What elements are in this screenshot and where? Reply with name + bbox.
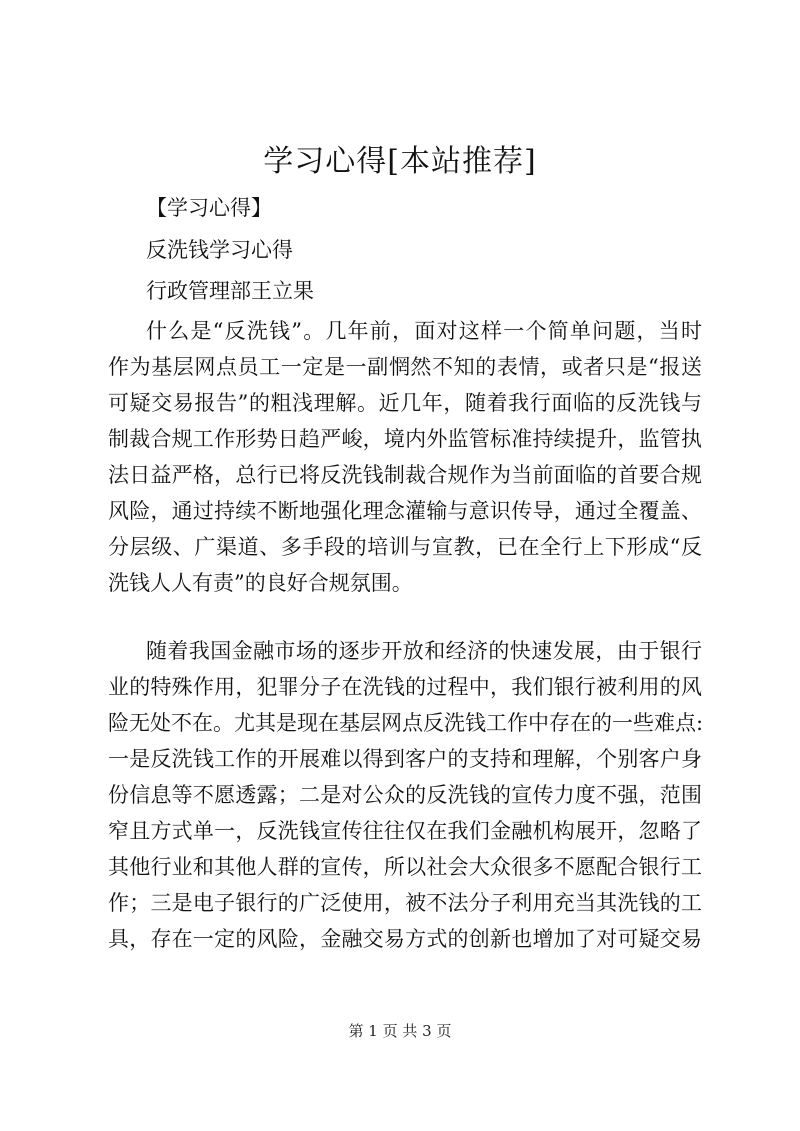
text-line: 制裁合规工作形势日趋严峻，境内外监管标准持续提升，监管执 — [108, 427, 702, 451]
text-line: 洗钱人人有责”的良好合规氛围。 — [108, 571, 413, 595]
text-line: 作；三是电子银行的广泛使用，被不法分子利用充当其洗钱的工 — [108, 891, 702, 915]
paragraph-1 — [108, 313, 702, 601]
page-number-footer: 第 1 页 共 3 页 — [348, 1022, 452, 1040]
page-title: 学习心得[本站推荐] — [263, 144, 537, 179]
document-body-header — [108, 273, 702, 309]
text-line: 分层级、广渠道、多手段的培训与宣教，已在全行上下形成“反 — [108, 535, 702, 559]
text-line: 份信息等不愿透露；二是对公众的反洗钱的宣传力度不强，范围 — [108, 783, 702, 807]
text-line: 【学习心得】 — [146, 196, 272, 220]
text-line: 可疑交易报告”的粗浅理解。近几年，随着我行面临的反洗钱与 — [108, 391, 702, 415]
text-line: 一是反洗钱工作的开展难以得到客户的支持和理解，个别客户身 — [108, 747, 702, 771]
text-line: 随着我国金融市场的逐步开放和经济的快速发展，由于银行 — [146, 639, 702, 663]
document-body-header — [108, 232, 702, 268]
text-line: 业的特殊作用，犯罪分子在洗钱的过程中，我们银行被利用的风 — [108, 675, 702, 699]
text-line: 窄且方式单一，反洗钱宣传往往仅在我们金融机构展开，忽略了 — [108, 819, 702, 843]
text-line: 作为基层网点员工一定是一副惘然不知的表情，或者只是“报送 — [108, 355, 702, 379]
text-line: 反洗钱学习心得 — [146, 238, 293, 262]
paragraph-2 — [108, 633, 702, 957]
text-line: 风险，通过持续不断地强化理念灌输与意识传导，通过全覆盖、 — [108, 499, 702, 523]
text-line: 法日益严格，总行已将反洗钱制裁合规作为当前面临的首要合规 — [108, 463, 702, 487]
text-line: 行政管理部王立果 — [146, 279, 314, 303]
text-line: 其他行业和其他人群的宣传，所以社会大众很多不愿配合银行工 — [108, 855, 702, 879]
text-line: 险无处不在。尤其是现在基层网点反洗钱工作中存在的一些难点: — [108, 711, 704, 735]
text-line: 具，存在一定的风险，金融交易方式的创新也增加了对可疑交易 — [108, 927, 702, 951]
document-body-header — [108, 190, 702, 226]
text-line: 什么是“反洗钱”。几年前，面对这样一个简单问题，当时 — [146, 319, 702, 343]
